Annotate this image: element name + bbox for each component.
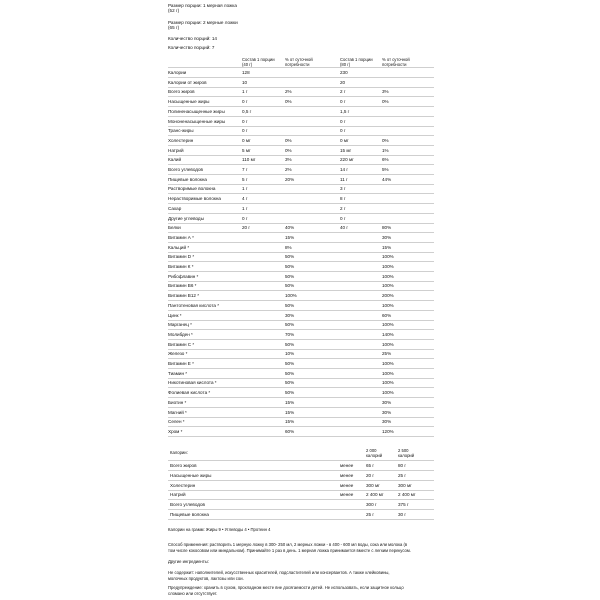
nutrient-name: Фолиевая кислота * [168,390,211,396]
nutrient-name: Витамин А * [168,234,194,240]
nutrient-name: Кальций * [168,244,190,250]
nutrient-row [168,378,434,388]
daily-value-row [168,471,434,481]
nutrient-value-p2: 30% [382,409,392,415]
nutrient-value-p2: 100% [382,370,394,376]
nutrient-value-p2: 100% [382,283,394,289]
nutrient-value-p2: 120% [382,428,394,434]
nutrient-value-p2: 100% [382,322,394,328]
daily-value-v1: 300 г [366,502,377,508]
nutrient-value-v1: 5 мг [242,147,251,153]
nutrient-value-p1: 40% [285,225,295,231]
nutrient-value-p1: 50% [285,254,295,260]
daily-value-v2: 25 г [398,472,407,478]
usage-instructions: Способ применения: растворить 1 мерную ложку в 300- 250 мл, 2 мерных ложки - в 400 - 600 мл воды, сока или молока (в том числе кокосовом или миндальном). Принимайте 1 раз в день. 1 мерная ложка принимается вместе с легким перекусом. [168,542,411,553]
nutrient-row [168,165,434,175]
nutrient-row [168,359,434,369]
nutrient-row [168,281,434,291]
nutrient-value-p2: 5% [382,167,389,172]
nutrient-value-v2: 3 г [340,186,346,192]
nutrient-value-p1: 8% [285,244,292,250]
daily-value-v1: 2 400 мг [366,492,384,498]
nutrient-name: Магний * [168,409,187,415]
nutrient-value-p1: 0% [285,137,292,143]
nutrient-row [168,262,434,272]
nutrient-value-p1: 50% [285,273,295,279]
nutrient-row [168,252,434,262]
nutrient-value-v1: 0,5 г [242,108,252,114]
nutrient-value-v1: 0 г [242,99,248,105]
daily-nutrient-name: Насыщенные жиры [170,472,212,478]
nutrient-value-p1: 15% [285,419,295,425]
nutrient-row [168,97,434,107]
nutrient-row [168,136,434,146]
nutrient-name: Витамин В12 * [168,293,200,299]
nutrient-value-p1: 20% [285,176,295,182]
daily-value-v2: 300 мг [398,482,412,488]
nutrient-name: Витамин В6 * [168,283,197,289]
nutrient-value-v2: 0 г [340,215,346,221]
nutrient-value-p2: 100% [382,341,394,347]
nutrient-value-v2: 14 г [340,167,349,172]
nutrient-value-v2: 40 г [340,225,349,231]
daily-value-v1: 20 г [366,472,375,478]
serving-size-1: Размер порции: 1 мерная ложка (52 г) [168,3,237,14]
nutrient-value-p1: 50% [285,264,295,269]
nutrient-value-p1: 3% [285,157,292,163]
nutrient-name: Транс-жиры [168,128,194,134]
nutrient-value-v2: 0 г [340,99,346,105]
nutrient-name: Натрий [168,147,184,153]
nutrient-value-p1: 30% [285,312,295,318]
nutrient-name: Другие углеводы [168,215,204,221]
daily-value-v1: 300 мг [366,482,380,488]
nutrient-value-v1: 10 [242,79,248,85]
nutrient-row [168,243,434,253]
nutrient-value-p2: 30% [382,399,392,405]
nutrient-value-v2: 2 г [340,205,346,211]
daily-value-v2: 30 г [398,512,407,517]
daily-value-v2: 375 г [398,502,409,508]
nutrient-value-v1: 1 г [242,205,248,211]
nutrient-value-v2: 15 мг [340,147,352,153]
nutrient-value-p2: 44% [382,176,392,182]
nutrient-value-p1: 50% [285,370,295,376]
nutrient-value-v1: 0 г [242,118,248,124]
storage-warning: Предупреждение: хранить в сухом, прохладном месте вне досягаемости детей. Не использовать, если защитное кольцо сломано или отсутствует. [168,585,404,596]
nutrient-value-p2: 100% [382,380,394,386]
nutrient-value-p2: 0% [382,99,389,105]
servings-count-2: Количество порций: 7 [168,45,215,50]
nutrient-row [168,349,434,359]
nutrient-name: Никотиновая кислота * [168,380,217,386]
nutrient-name: Нерастворимые волокна [168,196,221,202]
nutrient-value-p1: 50% [285,341,295,347]
daily-nutrient-name: Натрий [170,492,186,498]
nutrient-name: Тиамин * [168,370,188,376]
nutrient-row [168,417,434,427]
nutrient-row [168,204,434,214]
nutrient-value-p2: 6% [382,157,389,163]
nutrient-row [168,68,434,78]
nutrient-name: Хром * [168,428,183,434]
nutrient-row [168,388,434,398]
daily-value-cmp: менее [340,463,354,468]
nutrient-value-p1: 50% [285,380,295,386]
nutrient-name: Цинк * [168,312,182,318]
nutrient-name: Пищевые волокна [168,176,207,182]
nutrient-value-p1: 0% [285,147,292,153]
row-divider [168,436,434,437]
nutrient-value-p1: 0% [285,99,292,105]
nutrient-row [168,126,434,136]
nutrient-name: Всего жиров [168,89,195,95]
nutrient-value-v2: 8 г [340,196,346,202]
nutrient-row [168,330,434,340]
nutrient-value-p2: 60% [382,312,392,318]
nutrient-value-p1: 50% [285,283,295,289]
row-divider [168,519,434,520]
daily-col-2000: 2 000 калорий [366,448,383,459]
nutrient-row [168,233,434,243]
daily-value-cmp: менее [340,492,354,498]
nutrient-value-v1: 128 [242,70,250,75]
daily-col-2500: 2 500 калорий [398,448,415,459]
nutrient-row [168,184,434,194]
nutrient-row [168,301,434,311]
nutrient-row [168,291,434,301]
nutrient-name: Сахар [168,205,182,211]
nutrient-value-p1: 50% [285,322,295,328]
other-ingredients: Другие ингредиенты: [168,559,209,564]
nutrient-name: Холестерин [168,137,194,143]
nutrient-value-p2: 100% [382,302,394,308]
nutrient-row [168,87,434,97]
daily-value-row [168,490,434,500]
nutrient-name: Калории от жиров [168,79,207,85]
nutrient-value-p1: 100% [285,293,297,299]
daily-value-v1: 25 г [366,512,375,517]
nutrient-value-v1: 1 г [242,89,248,95]
nutrient-value-p2: 15% [382,244,392,250]
nutrient-value-p1: 15% [285,409,295,415]
daily-value-row [168,500,434,510]
daily-nutrient-name: Холестерин [170,482,196,488]
nutrient-value-p2: 0% [382,137,389,143]
nutrient-value-v2: 20 [340,79,346,85]
nutrient-value-v1: 0 г [242,215,248,221]
nutrient-row [168,117,434,127]
nutrient-value-v1: 0 мг [242,137,251,143]
nutrient-row [168,311,434,321]
nutrient-value-v2: 1,5 г [340,108,350,114]
nutrient-name: Молибден * [168,331,193,337]
nutrient-value-p1: 50% [285,302,295,308]
daily-value-v2: 80 г [398,463,407,468]
nutrient-row [168,175,434,185]
daily-value-row [168,481,434,491]
nutrient-value-p1: 10% [285,351,295,357]
nutrient-row [168,146,434,156]
daily-value-cmp: менее [340,472,354,478]
nutrient-name: Железо * [168,351,188,357]
nutrient-value-p2: 100% [382,264,394,269]
nutrient-name: Пантотеновая кислота * [168,302,220,308]
nutrient-value-v1: 0 г [242,128,248,134]
nutrient-row [168,398,434,408]
nutrient-name: Насыщенные жиры [168,99,210,105]
nutrient-value-p1: 50% [285,390,295,396]
daily-value-row [168,461,434,471]
col-header-serving-40: Состав 1 порции (40 г) [242,57,275,68]
nutrient-value-p1: 2% [285,89,292,95]
nutrient-value-p2: 100% [382,273,394,279]
nutrient-name: Витамин Е * [168,361,194,366]
nutrient-name: Растворимые волокна [168,186,216,192]
nutrient-name: Калий [168,157,182,163]
col-header-dv-1: % от суточной потребности [285,57,313,68]
nutrient-value-p2: 100% [382,390,394,396]
nutrient-value-v2: 220 мг [340,157,354,163]
servings-count-1: Количество порций: 14 [168,36,217,41]
free-of-statement: Не содержит: наполнителей, искусственных красителей, подсластителей или консервантов. А также клейковины, молочных продуктов, лактозы или сои. [168,570,390,581]
nutrient-value-p1: 2% [285,167,292,172]
nutrient-value-p2: 1% [382,147,389,153]
nutrient-value-v1: 4 г [242,196,248,202]
nutrient-value-v1: 7 г [242,167,248,172]
nutrient-name: Селен * [168,419,185,425]
nutrient-row [168,272,434,282]
col-header-serving-80: Состав 1 порции (80 г) [340,57,373,68]
nutrient-value-v2: 11 г [340,176,348,182]
nutrient-value-v1: 1 г [242,186,248,192]
nutrient-value-p2: 100% [382,361,394,366]
col-header-dv-2: % от суточной потребности [382,57,410,68]
daily-nutrient-name: Пищевые волокна [170,512,209,517]
nutrient-value-v2: 0 г [340,128,346,134]
nutrient-name: Марганец * [168,322,192,328]
nutrient-row [168,408,434,418]
nutrient-row [168,427,434,437]
serving-size-2: Размер порции: 2 мерные ложки (65 г) [168,20,238,31]
daily-value-cmp: менее [340,482,354,488]
nutrient-value-v2: 230 [340,70,348,75]
nutrient-value-v1: 110 мг [242,157,256,163]
nutrient-value-p2: 25% [382,351,392,357]
nutrient-name: Витамин D * [168,254,195,260]
daily-nutrient-name: Всего углеводов [170,502,205,508]
nutrient-value-p2: 3% [382,89,389,95]
nutrient-row [168,194,434,204]
nutrient-name: Рибофлавин * [168,273,199,279]
nutrient-row [168,78,434,88]
nutrient-row [168,340,434,350]
nutrient-name: Белки [168,225,181,231]
nutrient-value-p1: 15% [285,399,295,405]
nutrient-row [168,320,434,330]
nutrient-value-p2: 100% [382,254,394,260]
calories-per-gram: Калории на грамм: Жиры 9 • Углеводы 4 • Протеин 4 [168,527,271,532]
nutrient-value-p2: 140% [382,331,394,337]
daily-nutrient-name: Всего жиров [170,463,197,468]
nutrient-name: Биотин * [168,399,187,405]
daily-calories-label: Калории: [170,450,188,455]
daily-value-v2: 2 400 мг [398,492,416,498]
nutrient-name: Полиненасыщенные жиры [168,108,225,114]
nutrient-row [168,107,434,117]
nutrient-value-p2: 200% [382,293,394,299]
nutrient-value-v1: 5 г [242,176,248,182]
nutrient-name: Мононенасыщенные жиры [168,118,226,124]
nutrient-value-p1: 60% [285,428,295,434]
nutrient-value-p1: 15% [285,234,295,240]
nutrient-value-p2: 30% [382,419,392,425]
nutrient-value-p1: 70% [285,331,295,337]
nutrient-row [168,214,434,224]
nutrient-row [168,155,434,165]
nutrient-value-v2: 2 г [340,89,346,95]
nutrient-value-p2: 30% [382,234,392,240]
nutrient-row [168,369,434,379]
nutrient-name: Витамин С * [168,341,195,347]
nutrient-name: Всего углеводов [168,167,203,172]
nutrient-value-v1: 20 г [242,225,251,231]
daily-value-v1: 65 г [366,463,375,468]
nutrient-value-v2: 0 г [340,118,346,124]
nutrient-value-p2: 80% [382,225,392,231]
nutrient-name: Витамин К * [168,264,194,269]
daily-value-row [168,510,434,520]
nutrient-row [168,223,434,233]
nutrient-name: Калории [168,70,187,75]
nutrient-value-p1: 50% [285,361,295,366]
nutrient-value-v2: 0 мг [340,137,349,143]
